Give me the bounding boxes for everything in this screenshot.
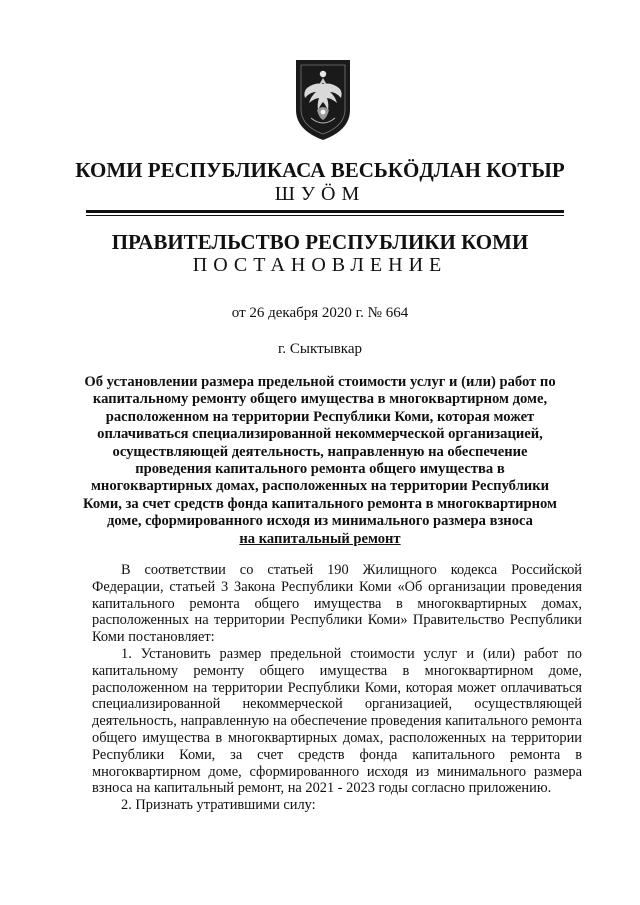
government-name: ПРАВИТЕЛЬСТВО РЕСПУБЛИКИ КОМИ xyxy=(111,230,529,254)
item-2-paragraph: 2. Признать утратившими силу: xyxy=(121,797,316,814)
komi-document-type: ШУÖМ xyxy=(274,183,366,205)
title-line: Коми, за счет средств фонда капитального ремонта в многоквартирном xyxy=(83,495,557,512)
document-title xyxy=(60,374,580,548)
title-line: осуществляющей деятельность, направленную на обеспечение xyxy=(112,443,528,460)
title-line: капитальному ремонту общего имущества в многоквартирном доме, xyxy=(92,391,548,408)
item-1-paragraph: 1. Установить размер предельной стоимости услуг и (или) работ по капитальному ремонту общего имущества в многоквартирном доме, расположенном на территории Республики Коми, которая может оплачиваться специализированной некоммерческой организацией, осуществляющей деятельность, направленную на обеспечение проведения капитального ремонта общего имущества в многоквартирных домах, расположенных на территории Республики Коми, за счет средств фонда капитального ремонта в многоквартирном доме, сформированного исходя из минимального размера взноса на капитальный ремонт, на 2021 - 2023 годы согласно приложению. xyxy=(92,645,582,797)
title-line: оплачиваться специализированной некоммерческой организацией, xyxy=(97,426,543,443)
title-line: расположенном на территории Республики Коми, которая может xyxy=(105,408,535,425)
komi-government-name: КОМИ РЕСПУБЛИКАСА ВЕСЬКӦДЛАН КОТЫР xyxy=(75,158,565,182)
document-type: ПОСТАНОВЛЕНИЕ xyxy=(192,254,448,276)
title-line: Об установлении размера предельной стоимости услуг и (или) работ по xyxy=(84,374,556,390)
komi-coat-of-arms-icon xyxy=(293,58,353,142)
title-line: многоквартирных домах, расположенных на территории Республики xyxy=(90,478,550,495)
title-line-underlined: на капитальный ремонт xyxy=(239,530,401,547)
document-city: г. Сыктывкар xyxy=(277,341,363,357)
preamble-paragraph: В соответствии со статьей 190 Жилищного кодекса Российской Федерации, статьей 3 Закона Республики Коми «Об организации проведения капитального ремонта общего имущества в многоквартирных домах, расположенных на территории Республики Коми» Правительство Республики Коми постановляет: xyxy=(92,562,582,646)
document-date-number: от 26 декабря 2020 г. № 664 xyxy=(231,305,409,321)
title-line: проведения капитального ремонта общего имущества в xyxy=(135,461,505,478)
document-body xyxy=(92,562,582,814)
title-line: доме, сформированного исходя из минимального размера взноса xyxy=(107,513,533,530)
header-divider-thin xyxy=(86,215,564,216)
header-divider-thick xyxy=(86,210,564,213)
